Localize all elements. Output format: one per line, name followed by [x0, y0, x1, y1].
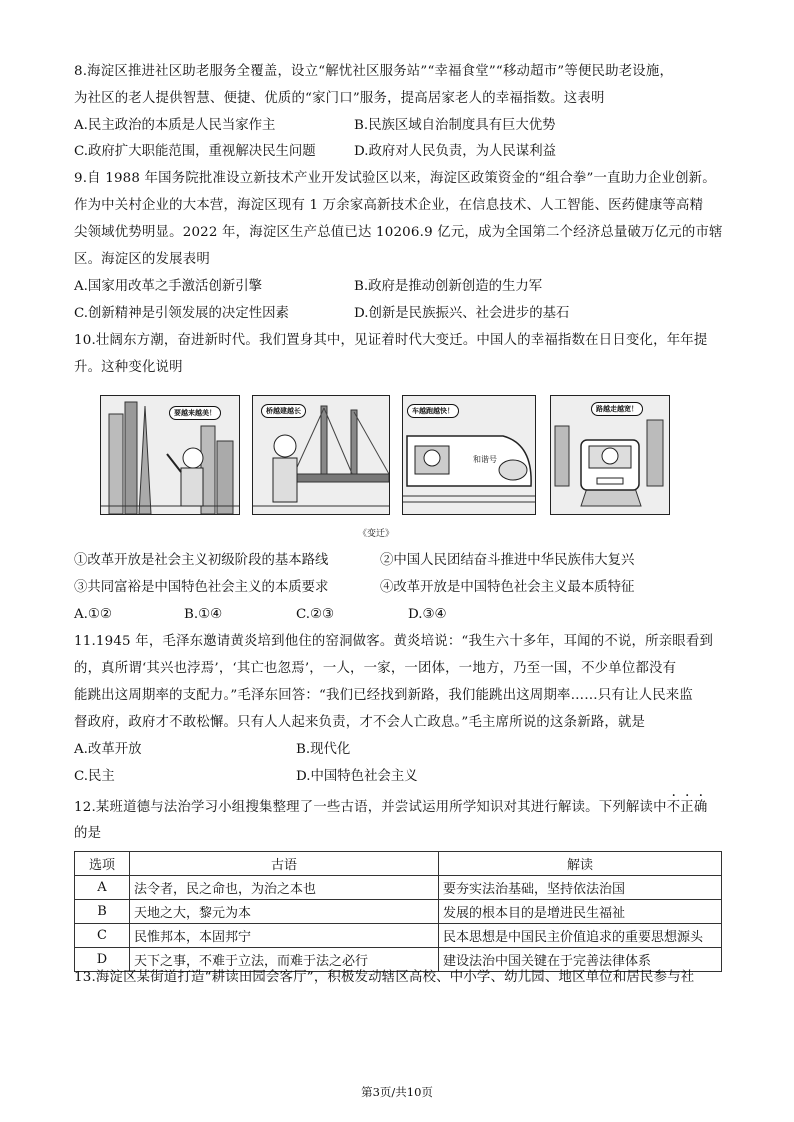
q8-option-d: D.政府对人民负责，为人民谋利益 — [354, 144, 556, 159]
q10-statement-3: ③共同富裕是中国特色社会主义的本质要求 — [74, 580, 329, 595]
row-c-saying: 民惟邦本，本固邦宁 — [130, 924, 439, 948]
row-d-option: D — [75, 948, 130, 972]
q8-stem-line1: 8.海淀区推进社区助老服务全覆盖，设立“解忧社区服务站”“幸福食堂”“移动超市”等便民助老设施， — [74, 64, 674, 79]
cartoon-strip — [100, 395, 670, 520]
q11-option-a: A.改革开放 — [74, 742, 142, 757]
q11-stem-line1: 11.1945 年，毛泽东邀请黄炎培到他住的窑洞做客。黄炎培说：“我生六十多年，耳闻的不说，所亲眼看到 — [74, 634, 714, 649]
table-header-row — [75, 852, 722, 876]
q12-emphasis-char-2: 正 — [680, 800, 694, 815]
header-option: 选项 — [75, 852, 130, 876]
q11-option-b: B.现代化 — [296, 742, 351, 757]
q12-stem-line2: 的是 — [74, 826, 102, 841]
cartoon-caption: 《变迁》 — [358, 529, 395, 539]
cartoon-panel-train — [402, 395, 536, 515]
q9-option-c: C.创新精神是引领发展的决定性因素 — [74, 306, 289, 321]
q10-statement-2: ②中国人民团结奋斗推进中华民族伟大复兴 — [380, 553, 635, 568]
q8-stem-line2: 为社区的老人提供智慧、便捷、优质的“家门口”服务，提高居家老人的幸福指数。这表明 — [74, 91, 605, 106]
q10-stem-line1: 10.壮阔东方潮，奋进新时代。我们置身其中，见证着时代大变迁。中国人的幸福指数在日日变化，年年提 — [74, 333, 708, 348]
q12-stem-line1 — [74, 798, 707, 818]
row-a-option: A — [75, 876, 130, 900]
q11-stem-line3: 能跳出这周期率的支配力。”毛泽东回答：“我们已经找到新路，我们能跳出这周期率……只有让人民来监 — [74, 688, 693, 703]
q12-emphasis-char-3: 确 — [693, 800, 708, 815]
q8-option-b: B.民族区域自治制度具有巨大优势 — [354, 118, 556, 133]
q10-option-c: C.②③ — [296, 607, 335, 622]
cartoon-bubble-2: 桥越建越长 — [261, 404, 306, 418]
table-row — [75, 900, 722, 924]
q12-table — [74, 851, 722, 972]
q10-statement-1: ①改革开放是社会主义初级阶段的基本路线 — [74, 553, 329, 568]
cartoon-bubble-4: 路越走越宽！ — [591, 402, 643, 416]
q10-option-d: D.③④ — [408, 607, 447, 622]
row-c-interpretation: 民本思想是中国民主价值追求的重要思想源头 — [439, 924, 722, 948]
header-ancient-saying: 古语 — [130, 852, 439, 876]
q9-stem-line2: 作为中关村企业的大本营，海淀区现有 1 万余家高新技术企业，在信息技术、人工智能、医药健康等高精 — [74, 198, 704, 213]
row-b-option: B — [75, 900, 130, 924]
cartoon-bubble-3: 车越跑越快！ — [407, 404, 459, 418]
q9-option-a: A.国家用改革之手激活创新引擎 — [74, 279, 263, 294]
row-d-saying: 天下之事，不难于立法，而难于法之必行 — [130, 948, 439, 972]
q10-option-a: A.①② — [74, 607, 112, 622]
cartoon-panel-bridge — [252, 395, 390, 515]
row-a-saying: 法令者，民之命也，为治之本也 — [130, 876, 439, 900]
row-b-interpretation: 发展的根本目的是增进民生福祉 — [439, 900, 722, 924]
q11-option-d: D.中国特色社会主义 — [296, 769, 418, 784]
row-c-option: C — [75, 924, 130, 948]
header-interpretation: 解读 — [439, 852, 722, 876]
q10-statement-4: ④改革开放是中国特色社会主义最本质特征 — [380, 580, 635, 595]
cartoon-panel-city — [100, 395, 240, 515]
row-d-interpretation: 建设法治中国关键在于完善法律体系 — [439, 948, 722, 972]
q9-stem-line1: 9.自 1988 年国务院批准设立新技术产业开发试验区以来，海淀区政策资金的“组合拳”一直助力企业创新。 — [74, 171, 716, 186]
table-row — [75, 876, 722, 900]
q9-option-d: D.创新是民族振兴、社会进步的基石 — [354, 306, 570, 321]
q11-stem-line4: 督政府，政府才不敢松懈。只有人人起来负责，才不会人亡政息。”毛主席所说的这条新路，就是 — [74, 715, 646, 730]
q11-option-c: C.民主 — [74, 769, 115, 784]
q12-emphasis-char-1: 不 — [666, 800, 681, 815]
cartoon-bubble-1: 要越来越美！ — [169, 406, 221, 420]
q8-option-a: A.民主政治的本质是人民当家作主 — [74, 118, 276, 133]
q10-option-b: B.①④ — [184, 607, 223, 622]
page-number-footer: 第3页/共10页 — [361, 1085, 433, 1099]
q13-stem-line1: 13.海淀区某街道打造“耕读田园会客厅”，积极发动辖区高校、中小学、幼儿园、地区单位和居民参与社 — [74, 970, 695, 985]
q9-stem-line3: 尖领域优势明显。2022 年，海淀区生产总值已达 10206.9 亿元，成为全国第二个经济总量破万亿元的市辖 — [74, 225, 723, 240]
q12-stem-text: 12.某班道德与法治学习小组搜集整理了一些古语，并尝试运用所学知识对其进行解读。下列解读中 — [74, 800, 667, 815]
q9-option-b: B.政府是推动创新创造的生力军 — [354, 279, 543, 294]
q10-stem-line2: 升。这种变化说明 — [74, 360, 183, 375]
train-label: 和谐号 — [473, 455, 497, 464]
table-row — [75, 924, 722, 948]
q8-option-c: C.政府扩大职能范围，重视解决民生问题 — [74, 144, 316, 159]
q11-stem-line2: 的，真所谓‘其兴也浡焉’，‘其亡也忽焉’，一人，一家，一团体，一地方，乃至一国，不少单位都没有 — [74, 661, 677, 676]
q9-stem-line4: 区。海淀区的发展表明 — [74, 252, 210, 267]
cartoon-panel-car — [550, 395, 670, 515]
row-a-interpretation: 要夯实法治基础，坚持依法治国 — [439, 876, 722, 900]
row-b-saying: 天地之大，黎元为本 — [130, 900, 439, 924]
